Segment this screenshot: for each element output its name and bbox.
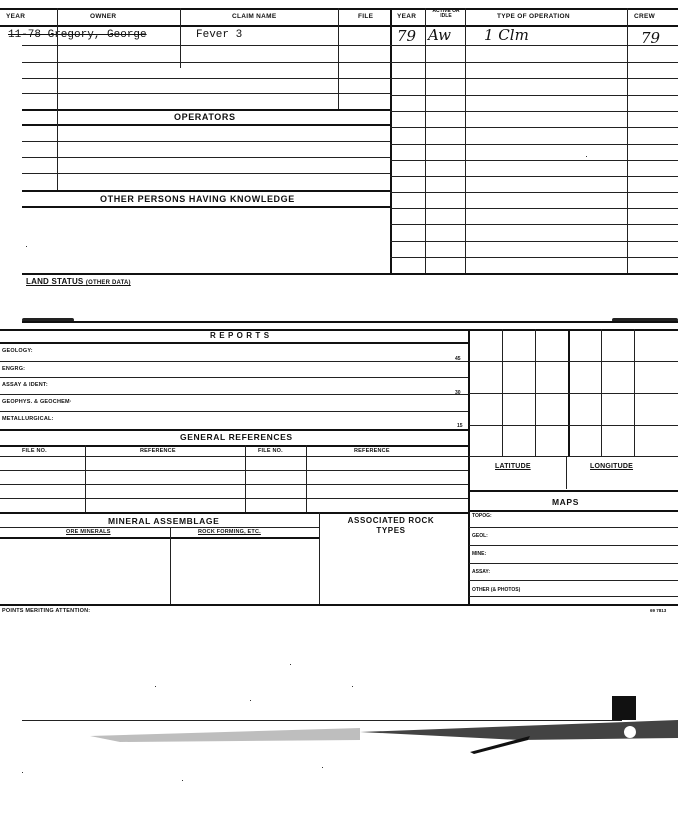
- row-line: [390, 176, 678, 177]
- row-line: [0, 456, 468, 457]
- reports-heading: R E P O R T S: [210, 331, 270, 340]
- scan-artifact: [0, 690, 678, 770]
- row-line: [0, 604, 678, 606]
- row-line: [22, 124, 390, 126]
- report-geophys-geochem: GEOPHYS. & GEOCHEM·: [2, 399, 72, 405]
- top-rule: [0, 8, 678, 10]
- row-line: [0, 361, 468, 362]
- col-line: [425, 8, 426, 274]
- row-line: [0, 377, 468, 378]
- reports-section: [0, 315, 678, 615]
- row-line: [0, 498, 468, 499]
- report-assay-ident: ASSAY & IDENT:: [2, 382, 48, 388]
- row-line: [22, 190, 390, 192]
- report-geology-num: 45: [455, 356, 461, 362]
- row-line: [22, 93, 390, 94]
- top-table: [0, 0, 678, 275]
- handwritten-type-of-operation: 1 Clm: [484, 26, 529, 44]
- header-year-2: YEAR: [397, 13, 417, 20]
- speck: [26, 246, 27, 247]
- row-line: [0, 342, 468, 344]
- lat-long-grid: [469, 329, 678, 457]
- row-line: [0, 470, 468, 471]
- report-engrg: ENGRG:: [2, 366, 26, 372]
- handwritten-active-idle: Aw: [428, 26, 451, 44]
- row-line: [22, 141, 390, 142]
- row-line: [0, 429, 468, 431]
- col-line: [57, 8, 58, 190]
- row-line: [390, 160, 678, 161]
- form-number: 69 7813: [650, 608, 667, 613]
- row-line: [469, 361, 678, 362]
- col-line: [319, 512, 320, 604]
- col-line: [245, 445, 246, 512]
- header-file: FILE: [358, 13, 374, 20]
- row-line: [0, 445, 468, 447]
- row-line: [22, 62, 390, 63]
- row-line: [390, 208, 678, 209]
- row-line: [0, 484, 468, 485]
- maps-heading: MAPS: [552, 497, 579, 507]
- col-line: [566, 457, 567, 489]
- header-crew: CREW: [634, 13, 656, 20]
- land-status-label: [26, 277, 131, 286]
- longitude-label: LONGITUDE: [590, 463, 634, 470]
- row-line: [469, 527, 678, 528]
- row-line: [390, 144, 678, 145]
- row-line: [469, 580, 678, 581]
- speck: [250, 700, 251, 701]
- gr-header-file-no-1: FILE NO.: [22, 448, 47, 454]
- row-line: [469, 596, 678, 597]
- maps-other-photos: OTHER (& PHOTOS): [472, 587, 521, 593]
- row-line: [469, 425, 678, 426]
- col-line: [390, 8, 392, 274]
- other-persons-heading: OTHER PERSONS HAVING KNOWLEDGE: [100, 194, 295, 204]
- gr-header-reference-2: REFERENCE: [354, 448, 390, 454]
- speck: [155, 686, 156, 687]
- speck: [322, 767, 323, 768]
- row-line: [469, 510, 678, 512]
- row-line: [390, 192, 678, 193]
- maps-geol: GEOL:: [472, 533, 488, 539]
- row-line: [469, 490, 678, 492]
- col-line: [306, 445, 307, 512]
- row-line: [469, 393, 678, 394]
- speck: [352, 686, 353, 687]
- latitude-label: LATITUDE: [495, 463, 531, 470]
- report-metallurgical-num: 15: [457, 423, 463, 429]
- land-status-text: LAND STATUS: [26, 277, 84, 286]
- header-rule: [0, 25, 678, 27]
- row-line: [390, 224, 678, 225]
- report-assay-num: 30: [455, 390, 461, 396]
- gr-header-reference-1: REFERENCE: [140, 448, 176, 454]
- col-line: [170, 527, 171, 604]
- row-line: [0, 394, 468, 395]
- col-line: [85, 445, 86, 512]
- mineral-assemblage-heading: MINERAL ASSEMBLAGE: [108, 516, 220, 526]
- scan-streak: [0, 690, 678, 770]
- row-line: [22, 321, 678, 323]
- row-line: [390, 95, 678, 96]
- points-meriting-attention: POINTS MERITING ATTENTION:: [2, 608, 91, 614]
- row-line: [390, 257, 678, 258]
- speck: [586, 156, 587, 157]
- row-line: [22, 273, 678, 275]
- col-line: [627, 8, 628, 274]
- general-references-heading: GENERAL REFERENCES: [180, 432, 293, 442]
- speck: [290, 664, 291, 665]
- speck: [22, 772, 23, 773]
- row-line: [469, 545, 678, 546]
- row-line: [0, 527, 320, 528]
- ore-minerals-heading: ORE MINERALS: [66, 529, 111, 535]
- col-line: [465, 8, 466, 274]
- col-line: [338, 8, 339, 109]
- row-line: [22, 206, 390, 208]
- maps-mine: MINE:: [472, 551, 487, 557]
- row-line: [390, 127, 678, 128]
- maps-assay: ASSAY:: [472, 569, 491, 575]
- associated-rock-types-heading: ASSOCIATED ROCK TYPES: [347, 516, 435, 535]
- header-active-idle: ACTIVE OR IDLE: [432, 8, 460, 19]
- row-line: [0, 512, 468, 514]
- handwritten-crew: 79: [641, 29, 661, 47]
- gr-header-file-no-2: FILE NO.: [258, 448, 283, 454]
- row-line: [390, 45, 678, 46]
- row-line: [469, 563, 678, 564]
- owner-entry: 11-78 Gregory, George: [8, 29, 147, 41]
- row-line: [390, 78, 678, 79]
- operators-heading: OPERATORS: [174, 112, 236, 122]
- speck: [182, 780, 183, 781]
- report-metallurgical: METALLURGICAL:: [2, 416, 54, 422]
- report-geology: GEOLOGY:: [2, 348, 33, 354]
- handwritten-year: 79: [397, 27, 417, 45]
- header-year: YEAR: [6, 13, 26, 20]
- col-line: [180, 8, 181, 68]
- row-line: [390, 111, 678, 112]
- row-line: [390, 62, 678, 63]
- header-claim-name: CLAIM NAME: [232, 13, 277, 20]
- claim-name-entry: Fever 3: [196, 29, 243, 41]
- rock-forming-heading: ROCK FORMING, ETC.: [198, 529, 261, 535]
- row-line: [390, 241, 678, 242]
- row-line: [22, 157, 390, 158]
- row-line: [22, 78, 390, 79]
- maps-topog: TOPOG:: [472, 513, 492, 519]
- row-line: [22, 45, 390, 46]
- row-line: [469, 456, 678, 457]
- land-status-note: (OTHER DATA): [85, 280, 131, 286]
- row-line: [0, 411, 468, 412]
- row-line: [22, 109, 390, 111]
- row-line: [0, 537, 320, 539]
- header-owner: OWNER: [90, 13, 117, 20]
- row-line: [22, 173, 390, 174]
- header-type-of-operation: TYPE OF OPERATION: [497, 13, 570, 20]
